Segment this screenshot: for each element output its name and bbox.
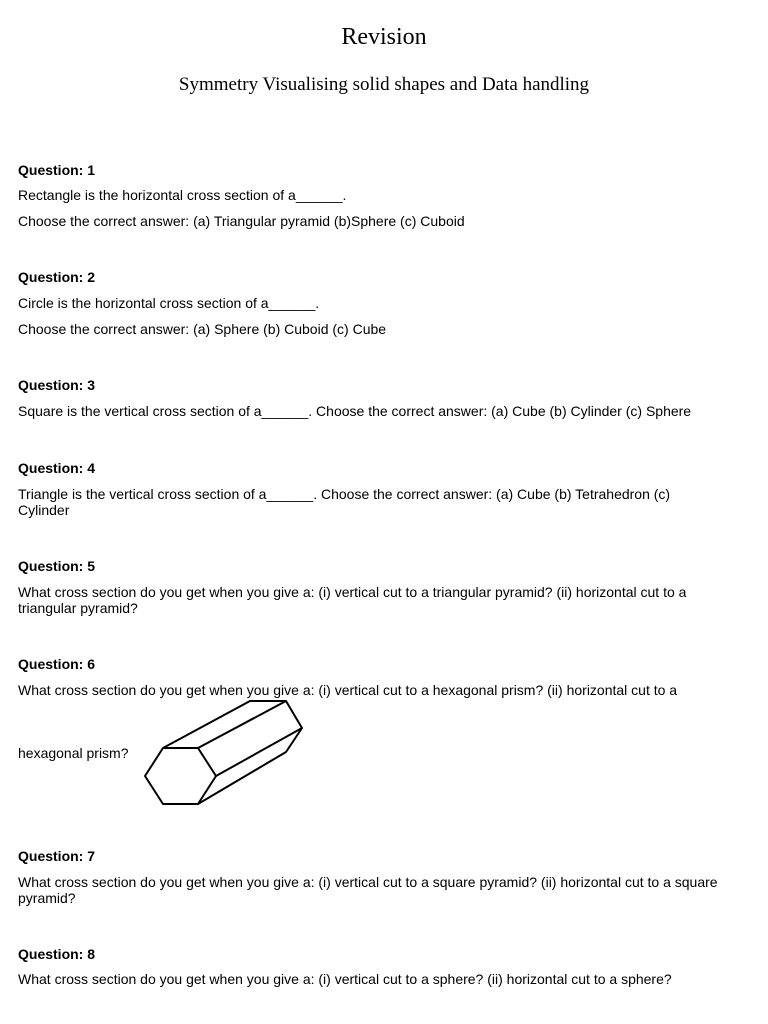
question-4-heading: Question: 4 <box>18 460 96 476</box>
hexagonal-prism-icon <box>140 698 305 808</box>
question-2-text: Circle is the horizontal cross section of a______. <box>18 295 320 311</box>
question-5-text: What cross section do you get when you give a: (i) vertical cut to a triangular pyramid? (ii) horizontal cut to a triangular pyramid? <box>18 584 687 616</box>
question-3-text: Square is the vertical cross section of a______. Choose the correct answer: (a) Cube (b) Cylinder (c) Sphere <box>18 403 692 419</box>
question-2-heading: Question: 2 <box>18 269 96 285</box>
question-7-heading: Question: 7 <box>18 848 96 864</box>
question-1-heading: Question: 1 <box>18 162 96 178</box>
page-subtitle: Symmetry Visualising solid shapes and Data handling <box>178 74 590 95</box>
question-2-options: Choose the correct answer: (a) Sphere (b) Cuboid (c) Cube <box>18 321 387 337</box>
question-5-heading: Question: 5 <box>18 558 96 574</box>
question-6-heading: Question: 6 <box>18 656 96 672</box>
question-8-heading: Question: 8 <box>18 946 96 962</box>
question-8-text: What cross section do you get when you give a: (i) vertical cut to a sphere? (ii) horizontal cut to a sphere? <box>18 971 672 987</box>
page-title: Revision <box>341 24 427 50</box>
question-1-text: Rectangle is the horizontal cross section of a______. <box>18 187 347 203</box>
question-6-text: What cross section do you get when you give a: (i) vertical cut to a hexagonal prism? (ii) horizontal cut to a <box>18 682 678 698</box>
question-7-text: What cross section do you get when you give a: (i) vertical cut to a square pyramid? (ii) horizontal cut to a square pyramid? <box>18 874 718 906</box>
question-3-heading: Question: 3 <box>18 377 96 393</box>
question-4-text: Triangle is the vertical cross section of a______. Choose the correct answer: (a) Cube (b) Tetrahedron (c) Cylinder <box>18 486 671 518</box>
question-1-options: Choose the correct answer: (a) Triangular pyramid (b)Sphere (c) Cuboid <box>18 213 465 229</box>
question-6-text-continued: hexagonal prism? <box>18 745 129 761</box>
